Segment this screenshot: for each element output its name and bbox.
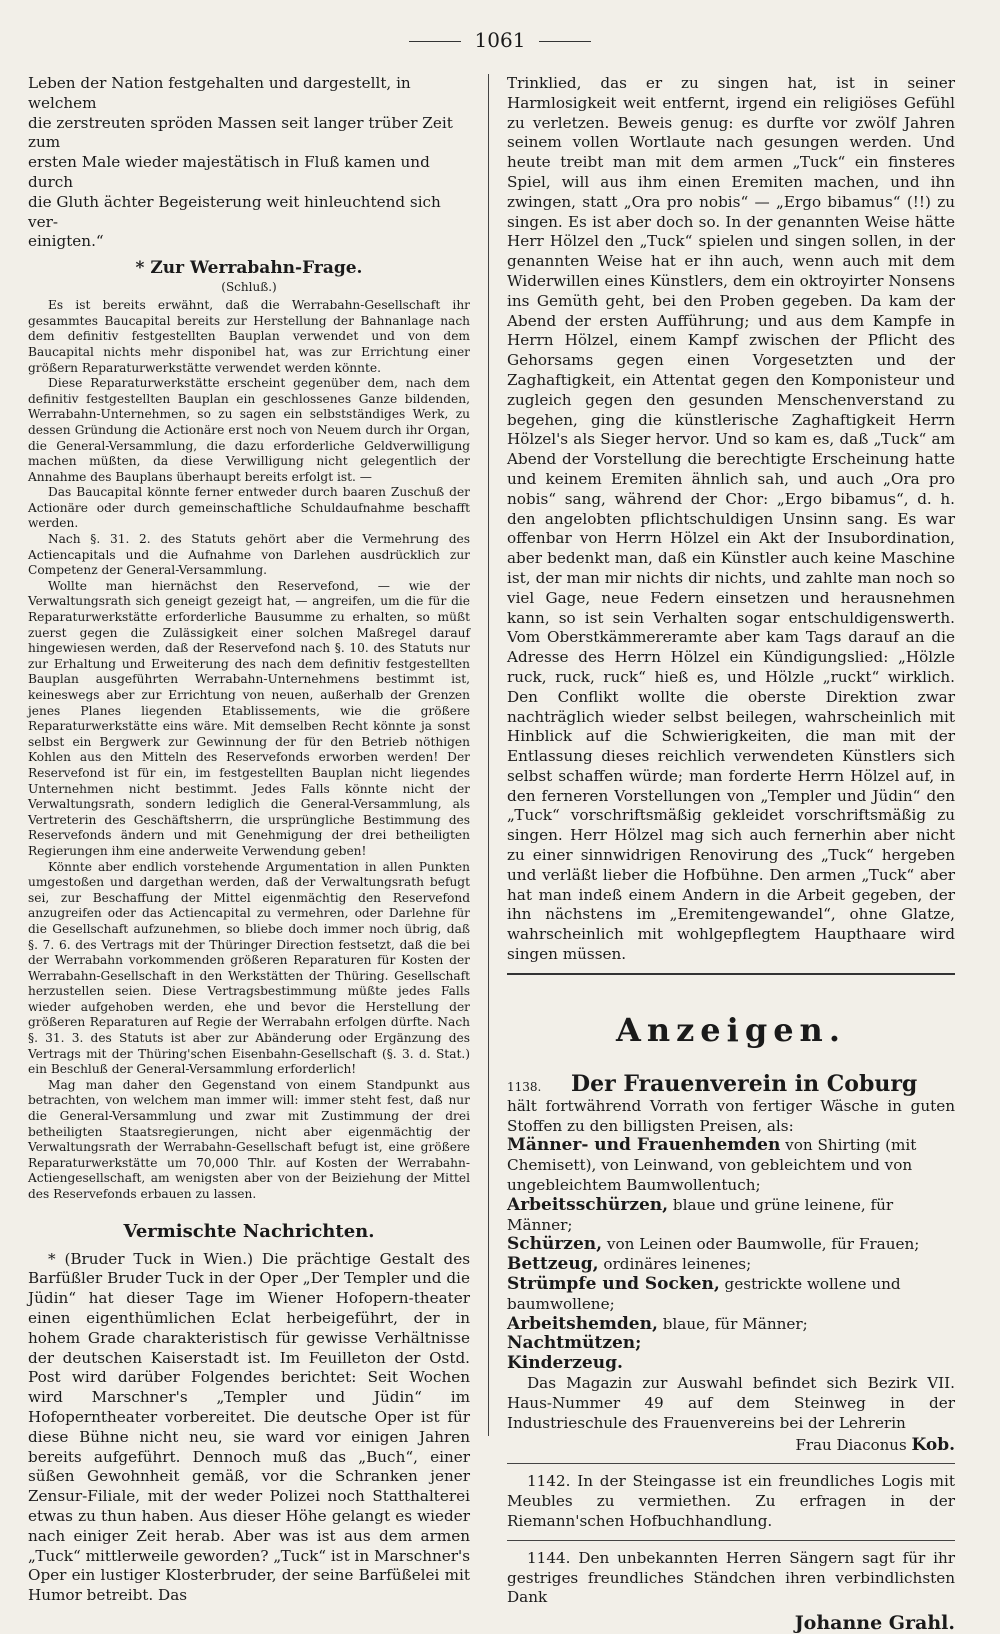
ad-item-detail: von Leinen oder Baumwolle, für Frauen; [602,1235,920,1254]
header-rule-right [539,41,591,42]
ad-signature [507,1435,955,1455]
ad-thanks: 1144. Den unbekannten Herren Sängern sagt für ihr gestriges freundliches Ständchen ihren verbindlichsten Dank [507,1548,955,1607]
intro-line: ersten Male wieder majestätisch in Fluß kamen und durch [28,153,430,191]
ad-item-detail: gestrickte wollene und baumwollene; [507,1275,901,1313]
page-header [0,28,1000,52]
column-divider [488,74,489,1436]
header-rule-left [409,41,461,42]
section-rule [507,973,955,975]
ad-thanks-signature: Johanne Grahl. [794,1612,955,1634]
ad-item-name: Nachtmützen; [507,1333,642,1354]
ad-number: 1138. [507,1079,542,1094]
signature-name: Kob. [911,1435,955,1456]
ad-item [507,1235,955,1255]
ad-item-detail: blaue und grüne leinene, für Männer; [507,1195,894,1234]
intro-line: die zerstreuten spröden Massen seit langer trüber Zeit zum [28,113,453,152]
ad-divider [507,1463,955,1464]
ad-item-detail: von Shirting (mit Chemisett), von Leinwand, von gebleichtem und von ungebleichtem Baumwollentuch; [507,1136,917,1195]
werra-article-subtitle: (Schluß.) [221,280,277,295]
ad-logis: 1142. In der Steingasse ist ein freundliches Logis mit Meubles zu vermiethen. Zu erfragen in der Riemann'schen Hofbuchhandlung. [507,1472,955,1530]
signature-prefix: Frau Diaconus [795,1436,907,1455]
ad-divider [507,1540,955,1541]
ad-item-name: Strümpfe und Socken, [507,1274,720,1295]
ad-heading-row [507,1071,955,1097]
anzeigen-title: Anzeigen. [616,1010,846,1049]
werra-paragraph: Diese Reparaturwerkstätte erscheint gegenüber dem, nach dem definitiv festgestellten Bauplan ein geschlossenes Ganze bildenden, Werrabahn-Unternehmen, so zu sagen ein selbstständiges Werk, zu dessen Gründung die Actionäre erst noch von Neuem durch ihr Organ, die General-Versammlung, die dazu erforderliche Geldverwilligung machen müßten, da diese Verwilligung nicht gelegentlich der Annahme des Bauplans überhaupt bereits erfolgt ist. — [28,376,470,484]
ad-item-name: Schürzen, [507,1234,603,1255]
ad-item-name: Arbeitshemden, [507,1313,658,1334]
ad-closing: Das Magazin zur Auswahl befindet sich Bezirk VII. Haus-Nummer 49 auf dem Steinweg in der Industrieschule des Frauenvereins bei der Lehrerin [507,1374,955,1432]
intro-block [28,74,470,252]
intro-line: einigten.“ [28,232,104,251]
werra-paragraph: Nach §. 31. 2. des Statuts gehört aber die Vermehrung des Actiencapitals und die Aufnahme von Darlehen ausdrücklich zur Competenz der General-Versammlung. [28,532,470,578]
ad-item [507,1136,955,1195]
ad-item-name: Arbeitsschürzen, [507,1194,669,1215]
ad-frauenverein [507,1071,955,1456]
ad-item [507,1354,955,1374]
ad-item [507,1315,955,1335]
ad-item-name: Bettzeug, [507,1254,599,1275]
werra-article-title: * Zur Werrabahn-Frage. [135,258,363,279]
ad-item-name: Männer- und Frauenhemden [507,1135,781,1156]
ad-heading: Der Frauenverein in Coburg [571,1070,918,1097]
ad-item [507,1334,955,1354]
ad-item [507,1275,955,1315]
werra-paragraph: Wollte man hiernächst den Reservefond, — wie der Verwaltungsrath sich geneigt gezeigt hat, — angreifen, um die für die Reparaturwerkstätte erforderliche Bausumme zu erhalten, so müßt zuerst gegen die Zulässigkeit einer solchen Maßregel darauf hingewiesen werden, daß der Reservefond nach §. 10. des Statuts nur zur Erhaltung und Erweiterung des nach dem definitiv festgestellten Bauplan ausgeführten Werrabahn-Unternehmens bestimmt ist, keineswegs aber zur Errichtung von neuen, außerhalb der Grenzen jenes Planes liegenden Etablissements, wie die größere Reparaturwerkstätte eins wäre. Mit demselben Recht könnte ja sonst selbst ein Bergwerk zur Gewinnung der für den Betrieb nöthigen Kohlen aus den Mitteln des Reservefonds erworben werden! Der Reservefond ist für ein, im festgestellten Bauplan nicht liegendes Unternehmen nicht bestimmt. Jedes Falls könnte nicht der Verwaltungsrath, sondern lediglich die General-Versammlung, als Vertreterin des Geschäftsherrn, die ursprüngliche Bestimmung des Reservefonds ändern und mit Genehmigung der drei betheiligten Regierungen ihm eine anderweite Verwendung geben! [28,578,470,858]
page-number: 1061 [474,28,526,52]
news-paragraph: * (Bruder Tuck in Wien.) Die prächtige Gestalt des Barfüßler Bruder Tuck in der Oper „Der Templer und die Jüdin“ hat dieser Tage im Wiener Hofopern-theater einen eigenthümlichen Eclat herbeigeführt, der in hohem Grade charakteristisch für gewisse Verhältnisse der deutschen Kaiserstadt ist. Im Feuilleton der Ostd. Post wird darüber Folgendes berichtet: Seit Wochen wird Marschner's „Templer und Jüdin“ im Hofoperntheater vorbereitet. Die deutsche Oper ist für diese Bühne nicht neu, sie ward vor einigen Jahren bereits aufgeführt. Dennoch muß das „Buch“, einer süßen Gewohnheit gemäß, vor die Schranken jener Zensur-Filiale, mit der weder Polizei noch Statthalterei etwas zu thun haben. Aus dieser Höhe gelangt es wieder nach einiger Zeit herab. Aber was ist aus dem armen „Tuck“ mittlerweile geworden? „Tuck“ ist in Marschner's Oper ein lustiger Klosterbruder, der seine Barfüßelei mit Humor betreibt. Das [28,1249,470,1605]
werra-paragraph: Könnte aber endlich vorstehende Argumentation in allen Punkten umgestoßen und dargethan werden, daß der Verwaltungsrath befugt sei, zur Beschaffung der Mittel eigenmächtig den Reservefond anzugreifen oder das Actiencapital zu vermehren, oder Darlehne für die Gesellschaft aufzunehmen, so bliebe doch immer noch übrig, daß §. 7. 6. des Vertrags mit der Thüringer Direction festsetzt, daß die bei der Werrabahn vorkommenden größeren Reparaturen für Kosten der Werrabahn-Gesellschaft in den Werkstätten der Thüring. Gesellschaft herzustellen seien. Diese Vertragsbestimmung müßte jedes Falls wieder aufgehoben werden, ehe und bevor die Herstellung der größeren Reparaturen auf Regie der Werrabahn erfolgen dürfte. Nach §. 31. 3. des Statuts ist aber zur Abänderung oder Ergänzung des Vertrags mit der Thüring'schen Eisenbahn-Gesellschaft (§. 3. d. Stat.) ein Beschluß der General-Versammlung erforderlich! [28,859,470,1077]
ad-item [507,1255,955,1275]
werra-paragraph: Es ist bereits erwähnt, daß die Werrabahn-Gesellschaft ihr gesammtes Baucapital bereits zur Herstellung der Bahnanlage nach dem definitiv festgestellten Bauplan verwendet und von dem Baucapital nichts mehr disponibel hat, was zur Errichtung einer größern Reparaturwerkstätte verwendet werden könnte. [28,298,470,375]
ad-item [507,1196,955,1236]
ad-item-detail: blaue, für Männer; [657,1314,808,1333]
right-column [507,74,955,1634]
ad-item-name: Kinderzeug. [507,1353,623,1374]
news-section-title: Vermischte Nachrichten. [123,1220,375,1242]
left-column [28,74,470,1606]
intro-line: Leben der Nation festgehalten und dargestellt, in welchem [28,74,411,112]
ad-item-detail: ordinäres leinenes; [598,1255,752,1274]
werra-paragraph: Das Baucapital könnte ferner entweder durch baaren Zuschuß der Actionäre oder durch gemeinschaftliche Schuldaufnahme beschafft werden. [28,485,470,531]
news-continuation: Trinklied, das er zu singen hat, ist in seiner Harmlosigkeit weit entfernt, irgend ein religiöses Gefühl zu verletzen. Beweis genug: es durfte vor zwölf Jahren seinem vollen Wortlaute nach gesungen werden. Und heute treibt man mit dem armen „Tuck“ ein finsteres Spiel, will aus ihm einen Eremiten machen, und ihn zwingen, statt „Ora pro nobis“ — „Ergo bibamus“ (!!) zu singen. Es ist aber doch so. In der genannten Weise hätte Herr Hölzel den „Tuck“ spielen und singen sollen, in der genannten Weise hat er ihn auch, wenn auch mit dem Widerwillen eines Künstlers, dem ein oktroyirter Nonsens ins Gemüth geht, bei den Proben gegeben. Da kam der Abend der ersten Aufführung; und aus dem Kampfe in Herrn Hölzel, einem Kampf zwischen der Pflicht des Gehorsams gegen einen Vorgesetzten und der Zaghaftigkeit, ein Attentat gegen den Komponisteur und zugleich gegen den gesunden Menschenverstand zu begehen, ging die künstlerische Zaghaftigkeit Herrn Hölzel's als Sieger hervor. Und so kam es, daß „Tuck“ am Abend der Vorstellung die berechtigte Erscheinung hatte und keinem Eremiten ähnlich sah, und auch „Ora pro nobis“ sang, während der Chor: „Ergo bibamus“, d. h. den angelobten pflichtschuldigen Unsinn sang. Es war offenbar von Herrn Hölzel ein Akt der Insubordination, aber bedenkt man, daß ein Künstler auch keine Maschine ist, der man mir nichts dir nichts, und zahlte man noch so viel Gage, neue Federn einsetzen und herausnehmen kann, so ist sein Verhalten sogar entschuldigenswerth. Vom Oberstkämmereramte aber kam Tags darauf an die Adresse des Herrn Hölzel ein Kündigungslied: „Hölzle ruck, ruck, ruck“ hieß es, und Hölzle „ruckt“ wirklich. Den Conflikt wollte die oberste Direktion zwar nachträglich wieder selbst beilegen, wahrscheinlich mit Hinblick auf die Schwierigkeiten, die man mit der Entlassung dieses reichlich verwendeten Künstlers sich selbst schaffen würde; man forderte Herrn Hölzel auf, in den ferneren Vorstellungen von „Templer und Jüdin“ den „Tuck“ vorschriftsmäßig gekleidet vorschriftsmäßig zu singen. Herr Hölzel mag sich auch fernerhin aber nicht zu einer sinnwidrigen Renovirung des „Tuck“ hergeben und verläßt lieber die Hofbühne. Den armen „Tuck“ aber hat man indeß einem Andern in die Arbeit gegeben, der ihn nächstens im „Eremitengewandel“, ohne Glatze, wahrscheinlich mit wohlgepflegtem Haupthaare wird singen müssen. [507,74,955,964]
ad-intro: hält fortwährend Vorrath von fertiger Wäsche in guten Stoffen zu den billigsten Preisen, als: [507,1096,955,1135]
intro-line: die Gluth ächter Begeisterung weit hinleuchtend sich ver- [28,192,441,231]
werra-paragraph: Mag man daher den Gegenstand von einem Standpunkt aus betrachten, von welchem man immer will: immer steht fest, daß nur die General-Versammlung und zwar mit Zustimmung der drei betheiligten Staatsregierungen, nicht aber eigenmächtig der Verwaltungsrath der Werrabahn-Gesellschaft befugt ist, eine größere Reparaturwerkstätte um 70,000 Thlr. auf Kosten der Werrabahn-Actiengesellschaft, am wenigsten aber von der Beiziehung der Mittel des Reservefonds erbauen zu lassen. [28,1077,470,1202]
